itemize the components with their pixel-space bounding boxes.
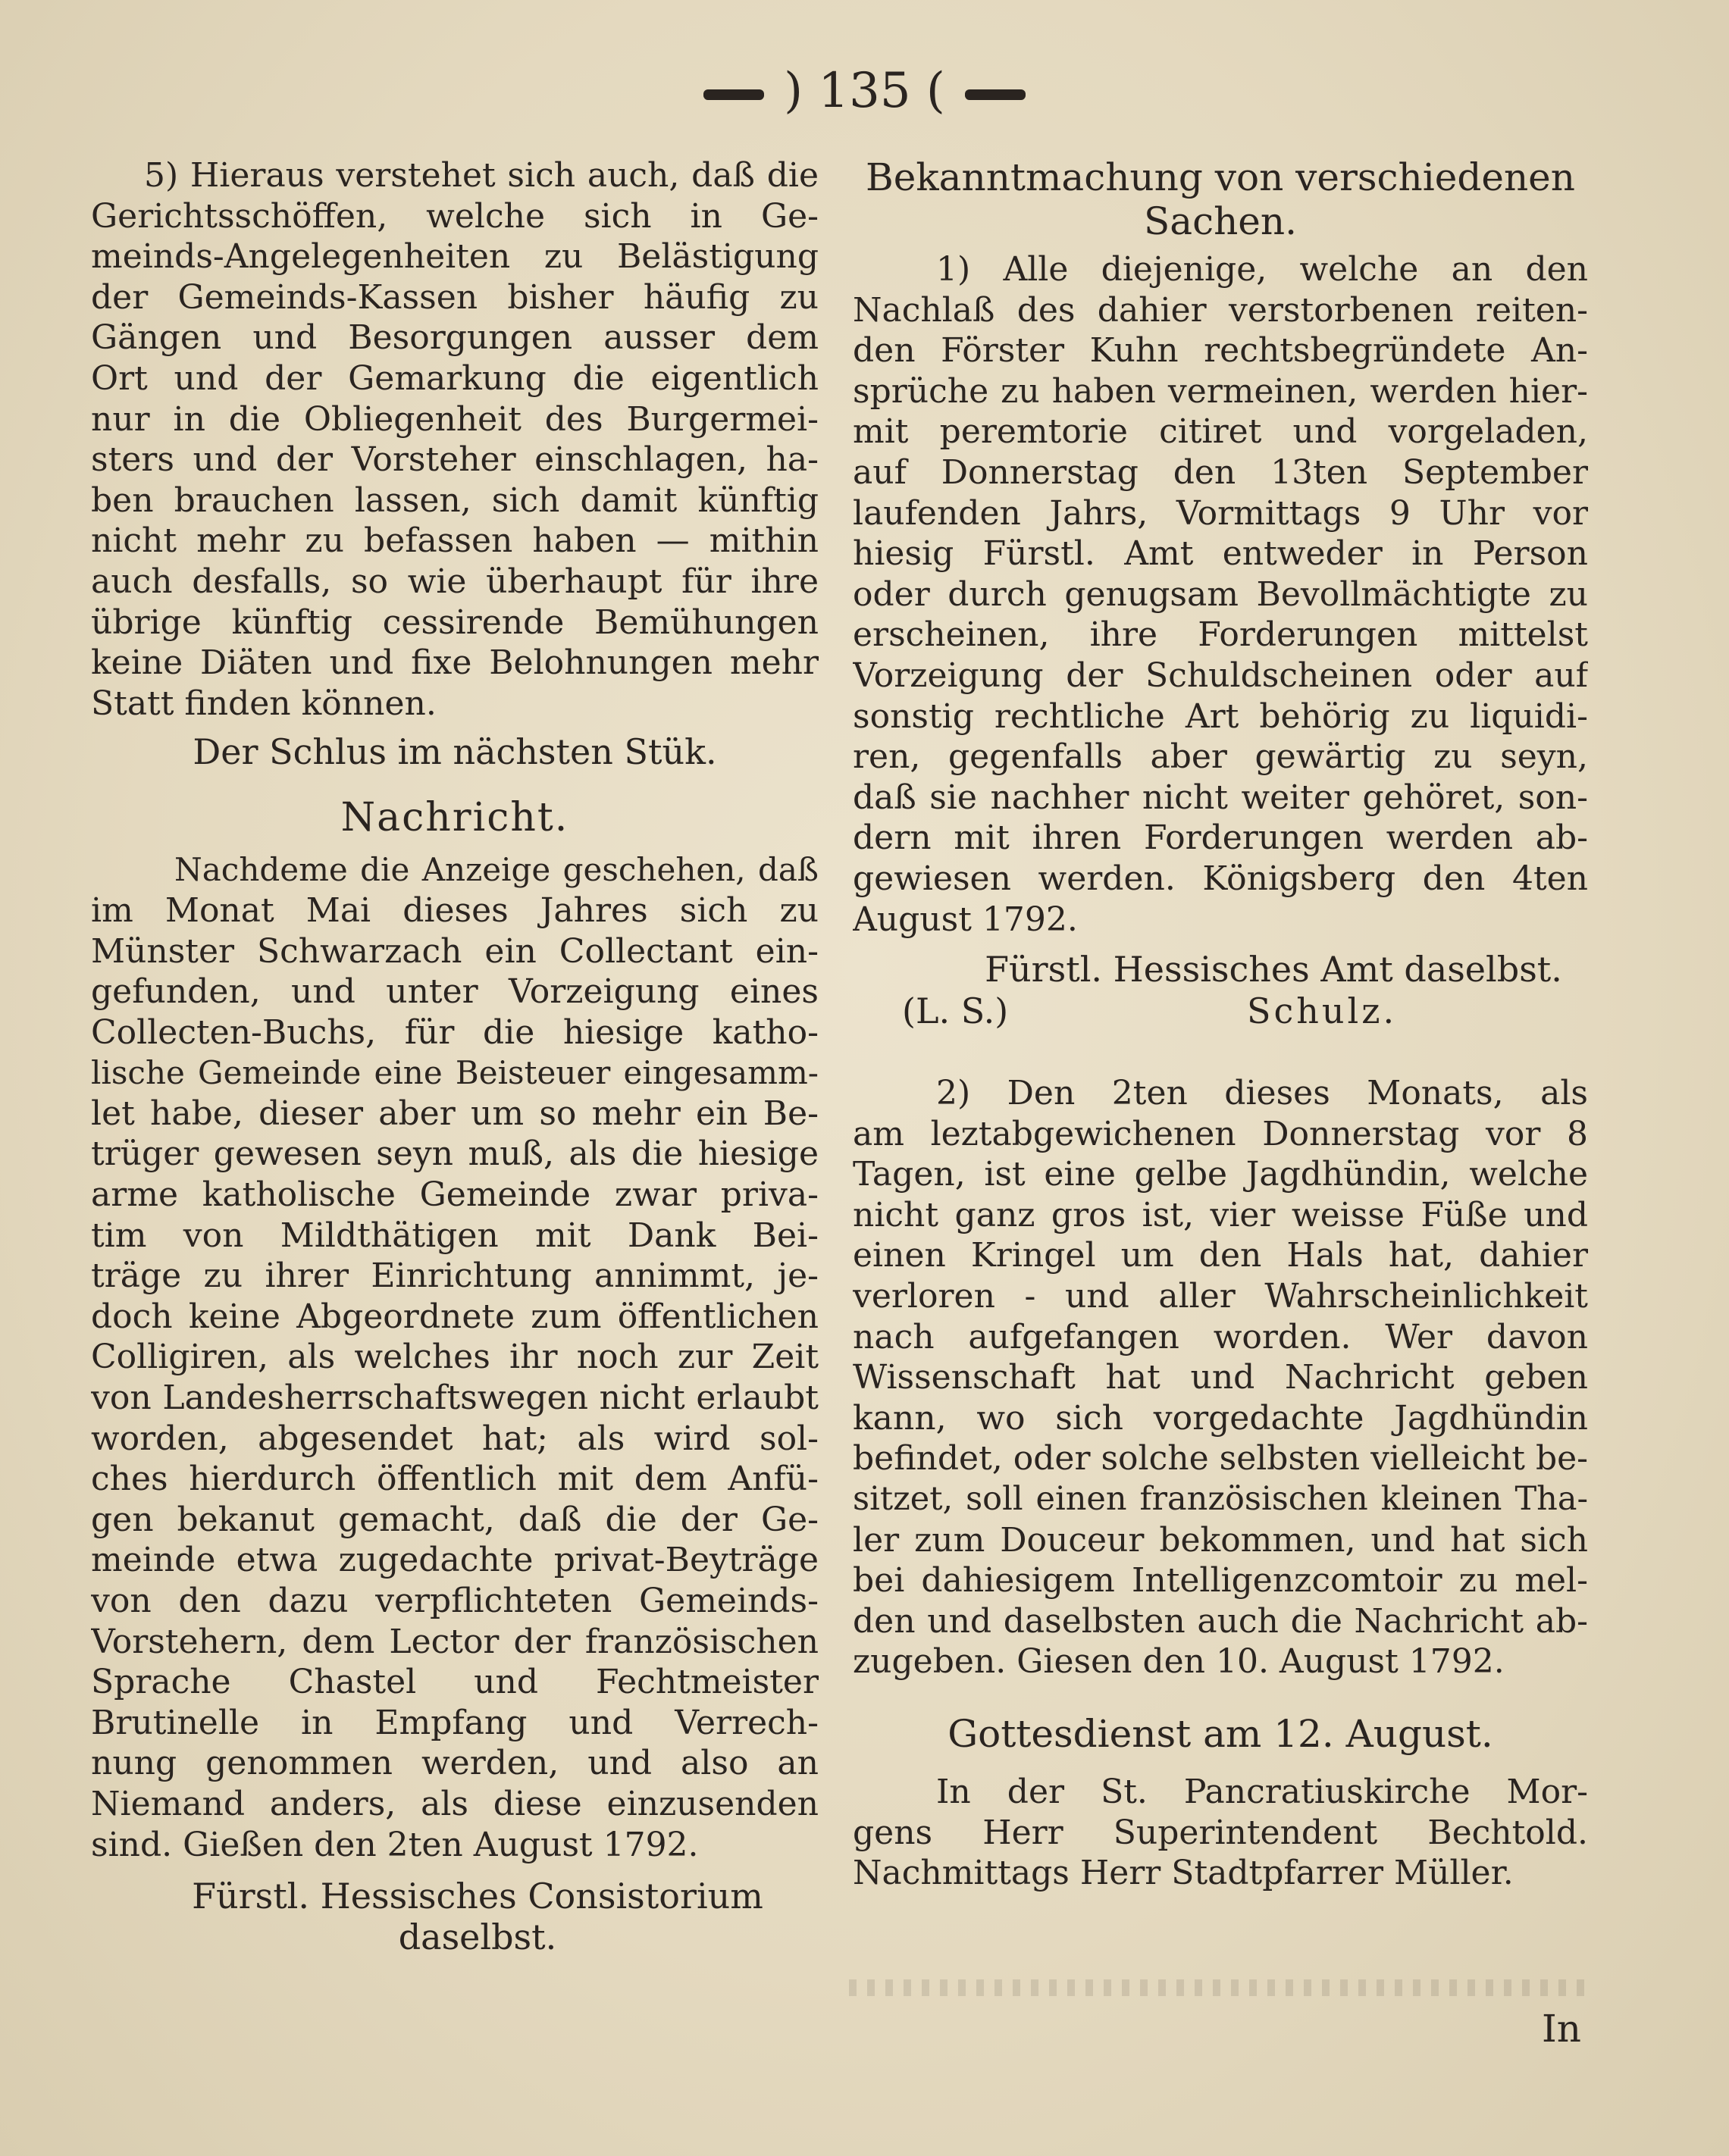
text-line: kann, wo sich vorgedachte Jagdhündin <box>853 1398 1588 1438</box>
text-line: ler zum Douceur bekommen, und hat sich <box>853 1520 1588 1560</box>
text-line: am leztabgewichenen Donnerstag vor 8 <box>853 1114 1588 1153</box>
text-line: sind. Gießen den 2ten August 1792. <box>91 1825 699 1864</box>
text-line: auf Donnerstag den 13ten September <box>853 452 1588 492</box>
right-column <box>853 155 1588 1894</box>
text-line: befindet, oder solche selbsten vielleicht be- <box>853 1439 1588 1479</box>
announcements-heading-sub: Sachen. <box>1144 199 1297 243</box>
text-line: Nachdeme die Anzeige geschehen, daß <box>174 851 819 889</box>
text-line: In der St. Pancratiuskirche Mor- <box>936 1773 1588 1811</box>
text-line: doch keine Abgeordnete zum öffentlichen <box>91 1297 819 1336</box>
text-line: den Förster Kuhn rechtsbegründete An- <box>853 331 1588 371</box>
seal-mark: (L. S.) <box>902 990 1009 1032</box>
text-line: gefunden, und unter Vorzeigung eines <box>91 972 819 1012</box>
nachricht-heading: Nachricht. <box>340 795 569 841</box>
text-line: nach aufgefangen worden. Wer davon <box>853 1317 1588 1356</box>
text-line: nicht ganz gros ist, vier weisse Füße und <box>853 1195 1588 1234</box>
text-line: keine Diäten und fixe Belohnungen mehr <box>91 643 819 683</box>
text-line: arme katholische Gemeinde zwar priva- <box>91 1175 819 1215</box>
text-line: Nachmittags Herr Stadtpfarrer Müller. <box>853 1854 1514 1893</box>
text-line: meinds-Angelegenheiten zu Belästigung <box>91 237 819 277</box>
text-line: Gängen und Besorgungen ausser dem <box>91 318 819 358</box>
text-line: oder durch genugsam Bevollmächtigte zu <box>853 574 1588 614</box>
text-line: 5) Hieraus verstehet sich auch, daß die <box>144 156 819 195</box>
text-line: sonstig rechtliche Art behörig zu liquidi- <box>853 696 1588 736</box>
amt-signature: Fürstl. Hessisches Amt daselbst. <box>985 949 1562 990</box>
announcements-heading: Bekanntmachung von verschiedenen <box>866 155 1575 199</box>
ornament-dash-left <box>703 89 764 100</box>
text-line: bei dahiesigem Intelligenzcomtoir zu mel- <box>853 1561 1588 1601</box>
text-line: den und daselbsten auch die Nachricht ab- <box>853 1601 1588 1641</box>
text-line: im Monat Mai dieses Jahres sich zu <box>91 890 819 930</box>
text-line: von Landesherrschaftswegen nicht erlaubt <box>91 1378 819 1418</box>
text-line: gewiesen werden. Königsberg den 4ten <box>853 859 1588 898</box>
text-line: worden, abgesendet hat; als wird sol- <box>91 1419 819 1458</box>
text-line: gens Herr Superintendent Bechtold. <box>853 1813 1588 1852</box>
text-line: trüger gewesen seyn muß, als die hiesige <box>91 1134 819 1174</box>
text-line: nicht mehr zu befassen haben — mithin <box>91 521 819 561</box>
text-line: ches hierdurch öffentlich mit dem Anfü- <box>91 1460 819 1499</box>
text-line: 1) Alle diejenige, welche an den <box>936 250 1588 289</box>
text-line: lische Gemeinde eine Beisteuer eingesamm- <box>91 1054 819 1092</box>
text-line: Wissenschaft hat und Nachricht geben <box>853 1358 1588 1397</box>
text-line: verloren - und aller Wahrscheinlichkeit <box>853 1277 1588 1316</box>
nachricht-paragraph <box>91 850 819 1865</box>
text-line: nur in die Obliegenheit des Burgermei- <box>91 399 819 439</box>
text-line: 2) Den 2ten dieses Monats, als <box>936 1074 1588 1113</box>
text-line: sters und der Vorsteher einschlagen, ha- <box>91 440 819 480</box>
text-line: hiesig Fürstl. Amt entweder in Person <box>853 534 1588 574</box>
text-line: dern mit ihren Forderungen werden ab- <box>853 818 1588 858</box>
catchword: In <box>1542 2007 1581 2051</box>
text-line: sprüche zu haben vermeinen, werden hier- <box>853 371 1588 411</box>
church-service-paragraph <box>853 1772 1588 1894</box>
text-line: Nachlaß des dahier verstorbenen reiten- <box>853 290 1588 330</box>
text-line: gen bekanut gemacht, daß die der Ge- <box>91 1500 819 1539</box>
text-line: ben brauchen lassen, sich damit künftig <box>91 480 819 520</box>
text-line: August 1792. <box>853 900 1078 939</box>
official-name: Schulz. <box>1247 990 1398 1032</box>
church-service-heading: Gottesdienst am 12. August. <box>948 1712 1493 1756</box>
text-line: Vorstehern, dem Lector der französischen <box>91 1622 819 1661</box>
text-line: erscheinen, ihre Forderungen mittelst <box>853 615 1588 655</box>
ornament-dash-right <box>965 89 1026 100</box>
seal-and-name-line <box>853 990 1588 1035</box>
text-line: sitzet, soll einen französischen kleinen Tha- <box>853 1480 1588 1519</box>
text-line: übrige künftig cessirende Bemühungen <box>91 602 819 642</box>
text-line: meinde etwa zugedachte privat-Beyträge <box>91 1541 819 1580</box>
text-line: Münster Schwarzach ein Collectant ein- <box>91 931 819 971</box>
text-line: zugeben. Giesen den 10. August 1792. <box>853 1642 1505 1682</box>
continued-notice: Der Schlus im nächsten Stük. <box>193 731 717 773</box>
text-line: von den dazu verpflichteten Gemeinds- <box>91 1582 819 1620</box>
text-line: let habe, dieser aber um so mehr ein Be- <box>91 1094 819 1133</box>
consistorium-signature: Fürstl. Hessisches Consistorium <box>192 1876 763 1917</box>
text-line: tim von Mildthätigen mit Dank Bei- <box>91 1216 819 1255</box>
text-line: auch desfalls, so wie überhaupt für ihre <box>91 562 819 601</box>
page-header <box>0 63 1729 119</box>
text-line: Statt finden können. <box>91 684 437 723</box>
ink-bleed-texture <box>849 1979 1592 1996</box>
text-line: Vorzeigung der Schuldscheinen oder auf <box>853 656 1588 695</box>
left-column <box>91 155 819 1957</box>
text-line: Tagen, ist eine gelbe Jagdhündin, welche <box>853 1155 1588 1194</box>
text-line: nung genommen werden, und also an <box>91 1744 819 1783</box>
text-line: Colligiren, als welches ihr noch zur Zeit <box>91 1338 819 1377</box>
text-line: Niemand anders, als diese einzusenden <box>91 1784 819 1823</box>
text-line: Gerichtsschöffen, welche sich in Ge- <box>91 196 819 236</box>
text-line: träge zu ihrer Einrichtung annimmt, je- <box>91 1256 819 1296</box>
item-1-paragraph <box>853 249 1588 940</box>
consistorium-signature-place: daselbst. <box>398 1917 557 1958</box>
text-line: der Gemeinds-Kassen bisher häufig zu <box>91 277 819 317</box>
text-line: einen Kringel um den Hals hat, dahier <box>853 1236 1588 1275</box>
page-number: ) 135 ( <box>784 63 945 119</box>
text-line: Sprache Chastel und Fechtmeister <box>91 1663 819 1702</box>
item-5-paragraph <box>91 155 819 724</box>
text-line: Ort und der Gemarkung die eigentlich <box>91 358 819 398</box>
text-line: Brutinelle in Empfang und Verrech- <box>91 1703 819 1742</box>
text-line: mit peremtorie citiret und vorgeladen, <box>853 412 1588 452</box>
text-line: daß sie nachher nicht weiter gehöret, son- <box>853 778 1588 817</box>
text-line: laufenden Jahrs, Vormittags 9 Uhr vor <box>853 493 1588 533</box>
text-line: Collecten-Buchs, für die hiesige katho- <box>91 1012 819 1052</box>
item-2-paragraph <box>853 1073 1588 1682</box>
text-line: ren, gegenfalls aber gewärtig zu seyn, <box>853 737 1588 777</box>
